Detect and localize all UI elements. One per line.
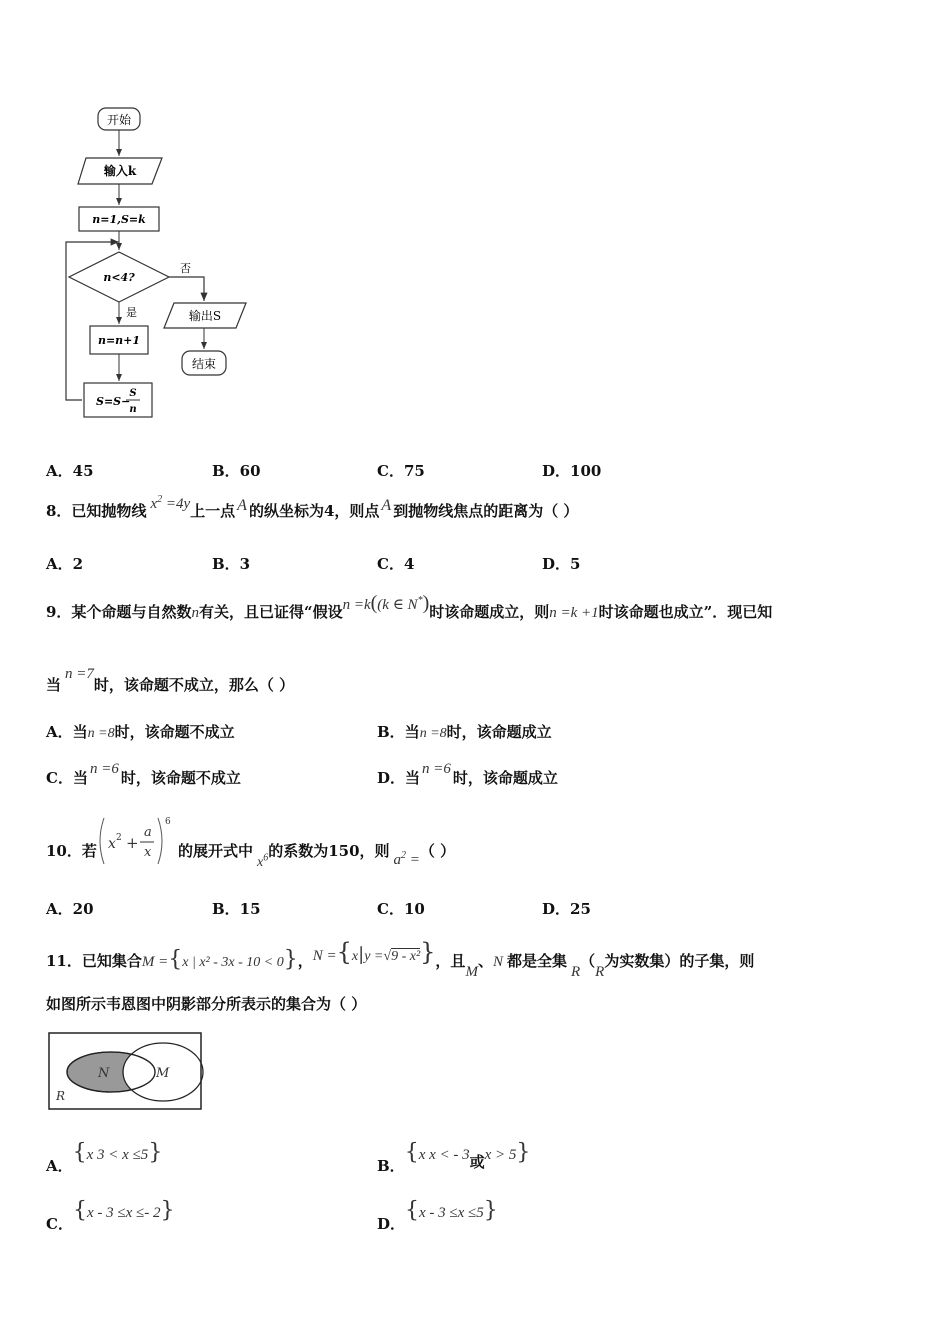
q8-option-a[interactable]: A．2 bbox=[46, 555, 84, 573]
q8-text2: 上一点 bbox=[190, 502, 236, 520]
q9-option-b[interactable]: B．当n =8时，该命题成立 bbox=[377, 723, 552, 741]
flow-update-den: n bbox=[129, 404, 137, 415]
q9-option-c[interactable]: C．当 n =6 时，该命题不成立 bbox=[46, 761, 241, 787]
svg-text:2: 2 bbox=[116, 833, 122, 843]
q11-stem-line2: 如图所示韦恩图中阴影部分所表示的集合为（ ） bbox=[46, 995, 367, 1013]
q10-lead: 10．若 bbox=[46, 842, 97, 860]
q7-option-d[interactable]: D．100 bbox=[542, 462, 602, 480]
q10-expression bbox=[94, 812, 176, 870]
q8-stem: 8．已知抛物线 $x^2 =4y$上一点 A 的纵坐标为4，则点 A 到抛物线焦点的距离为（ ） bbox=[46, 494, 579, 520]
svg-text:x: x bbox=[108, 836, 116, 852]
q8-math1: x bbox=[150, 496, 158, 512]
q9-option-d[interactable]: D．当 n =6 时，该命题成立 bbox=[377, 761, 558, 787]
q7-option-c[interactable]: C．75 bbox=[377, 462, 425, 480]
flow-input-text: 输入k bbox=[103, 164, 137, 178]
flow-no-label: 否 bbox=[180, 262, 191, 275]
q10-stem-rest: 的展开式中$x^6$的系数为150，则 $a^2$ =（ ） bbox=[178, 842, 456, 870]
venn-label-n: N bbox=[98, 1066, 110, 1081]
svg-text:6: 6 bbox=[165, 817, 171, 827]
flow-condition-text: n<4? bbox=[103, 271, 135, 284]
svg-text:x: x bbox=[144, 845, 152, 860]
flow-update-lhs: S=S− bbox=[96, 395, 131, 408]
svg-text:+: + bbox=[126, 834, 139, 852]
q11-option-c[interactable]: C．{x - 3 ≤x ≤- 2} bbox=[46, 1198, 175, 1233]
q11-option-a[interactable]: A．{x 3 < x ≤5} bbox=[46, 1140, 163, 1175]
q8-lead: 8．已知抛物线 bbox=[46, 502, 147, 520]
flow-end-text: 结束 bbox=[191, 357, 217, 371]
q9-stem-line2: 当n =7时，该命题不成立，那么（ ） bbox=[46, 666, 295, 694]
q10-option-c[interactable]: C．10 bbox=[377, 900, 425, 918]
q11-stem: 11．已知集合M ={x | x² - 3x - 10 < 0}，N ={x|y =√9 - x²}，且M、N 都是全集R（R为实数集）的子集，则 bbox=[46, 938, 755, 980]
flowchart bbox=[60, 100, 260, 420]
flow-start-text: 开始 bbox=[106, 113, 132, 127]
venn-label-m: M bbox=[156, 1066, 170, 1081]
q11-option-b[interactable]: B．{x x < - 3或x > 5} bbox=[377, 1140, 531, 1175]
q7-option-a[interactable]: A．45 bbox=[46, 462, 94, 480]
q10-option-a[interactable]: A．20 bbox=[46, 900, 94, 918]
q7-option-b[interactable]: B．60 bbox=[212, 462, 261, 480]
q9-stem: 9．某个命题与自然数n有关，且已证得“假设n =k((k ∈ N*)时该命题成立，则n =k +1时该命题也成立”．现已知 bbox=[46, 592, 773, 621]
flow-update-num: S bbox=[129, 388, 137, 399]
q11-option-d[interactable]: D．{x - 3 ≤x ≤5} bbox=[377, 1198, 498, 1233]
q10-option-d[interactable]: D．25 bbox=[542, 900, 591, 918]
q8-option-d[interactable]: D．5 bbox=[542, 555, 581, 573]
flow-output-text: 输出S bbox=[188, 309, 222, 323]
q8-option-c[interactable]: C．4 bbox=[377, 555, 415, 573]
svg-text:a: a bbox=[144, 825, 152, 840]
q8-option-b[interactable]: B．3 bbox=[212, 555, 251, 573]
flow-yes-label: 是 bbox=[126, 306, 137, 319]
venn-diagram bbox=[48, 1032, 204, 1112]
flow-step-text: n=n+1 bbox=[97, 334, 141, 347]
q10-option-b[interactable]: B．15 bbox=[212, 900, 261, 918]
flow-init-text: n=1,S=k bbox=[92, 213, 146, 226]
q9-option-a[interactable]: A．当n =8时，该命题不成立 bbox=[46, 723, 235, 741]
venn-label-r: R bbox=[56, 1089, 66, 1103]
